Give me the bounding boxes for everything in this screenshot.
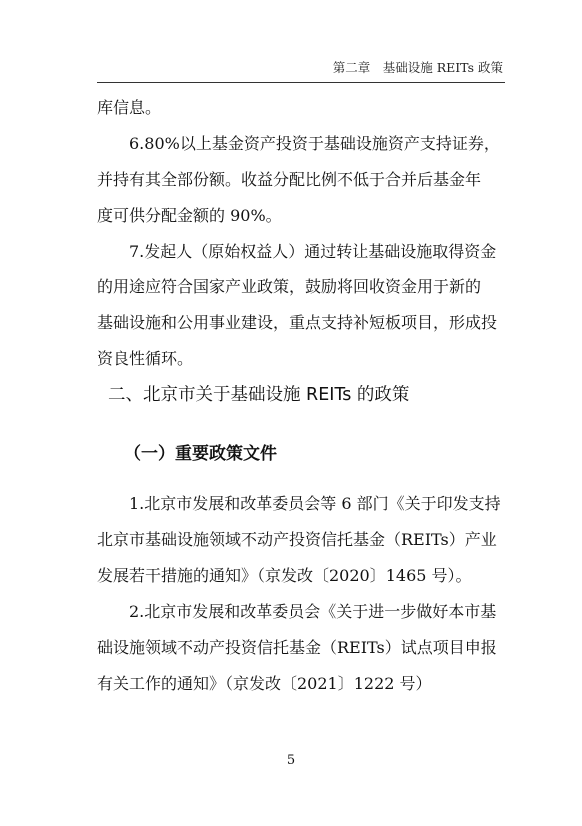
- subsection-heading: （一）重要政策文件: [124, 444, 277, 464]
- policy-line: 2.北京市发展和改革委员会《关于进一步做好本市基: [129, 602, 497, 621]
- running-header: 第二章 基础设施 REITs 政策: [332, 60, 503, 75]
- text-line: 7.发起人（原始权益人）通过转让基础设施取得资金: [129, 242, 497, 261]
- text-line: 的用途应符合国家产业政策，鼓励将回收资金用于新的: [97, 277, 482, 296]
- policy-line: 发展若干措施的通知》（京发改〔2020〕1465 号）。: [97, 566, 472, 585]
- text-line: 度可供分配金额的 90%。: [97, 206, 282, 225]
- text-line: 基础设施和公用事业建设，重点支持补短板项目，形成投: [97, 313, 498, 332]
- policy-line: 1.北京市发展和改革委员会等 6 部门《关于印发支持: [129, 494, 501, 513]
- policy-line: 础设施领域不动产投资信托基金（REITs）试点项目申报: [97, 638, 497, 657]
- text-line: 库信息。: [97, 98, 162, 117]
- policy-line: 有关工作的通知》（京发改〔2021〕1222 号）: [97, 674, 432, 693]
- text-line: 资良性循环。: [97, 349, 194, 368]
- policy-line: 北京市基础设施领域不动产投资信托基金（REITs）产业: [97, 530, 497, 549]
- header-rule: [97, 82, 505, 83]
- page-number: 5: [286, 753, 296, 768]
- text-line: 并持有其全部份额。收益分配比例不低于合并后基金年: [97, 170, 482, 189]
- section-heading: 二、北京市关于基础设施 REITs 的政策: [108, 385, 410, 405]
- text-line: 6.80%以上基金资产投资于基础设施资产支持证券，: [129, 134, 500, 153]
